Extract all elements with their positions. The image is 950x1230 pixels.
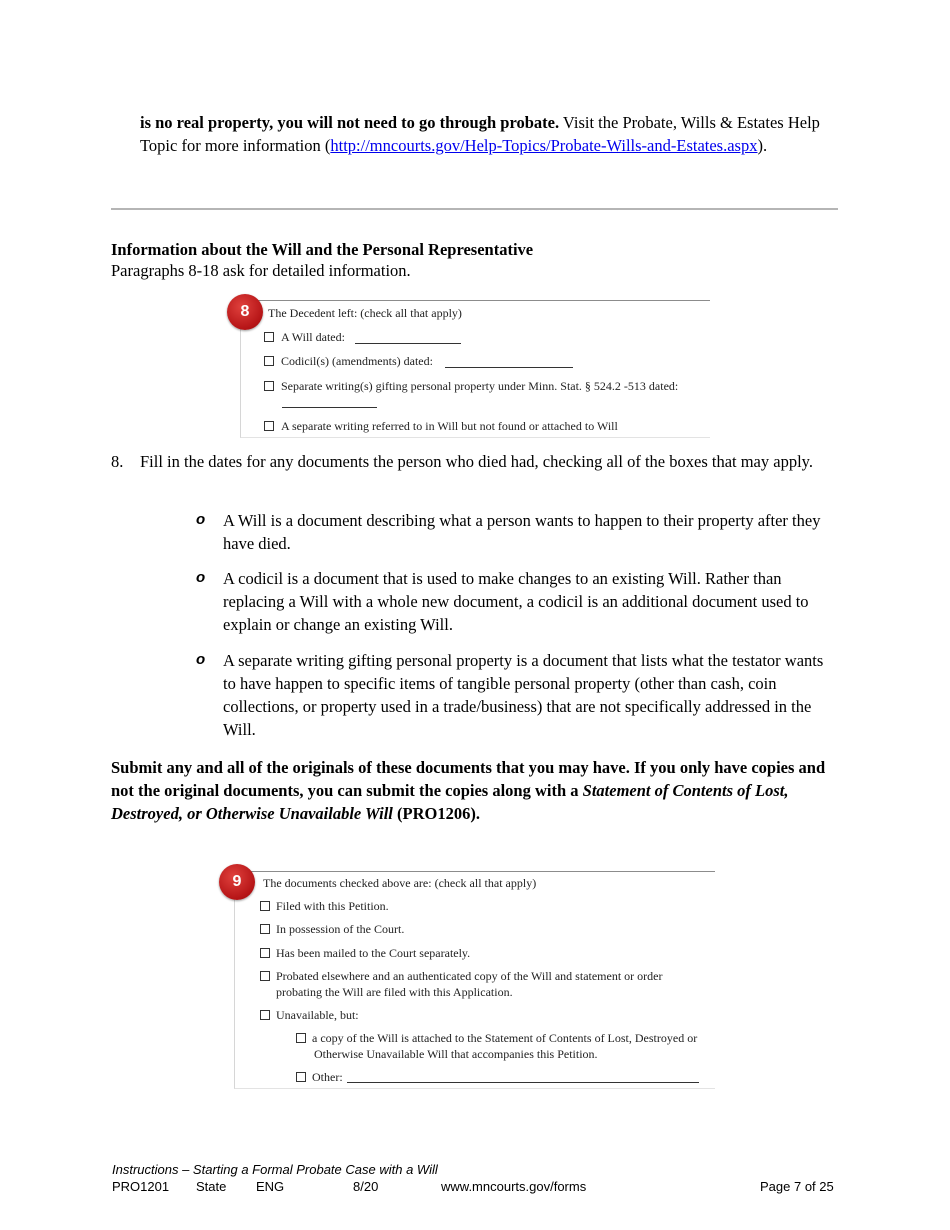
submit-italic-form-title: Statement of Contents of Lost, Destroyed, or Otherwise Unavailable Will [111,781,789,823]
writing-not-found-checkbox [264,421,274,431]
other-checkbox [296,1072,306,1082]
paragraph-9-badge: 9 [219,864,255,900]
item-8-text: Fill in the dates for any documents the person who died had, checking all of the boxes that may apply. [140,452,813,471]
codicil-date-blank [445,367,573,368]
bullet-separate-writing: A separate writing gifting personal property is a document that lists what the testator wants to have happen to specific items of tangible personal property (other than cash, coin collections, or property used in a trade/business) that are not specifically addressed in the Will. [223,651,824,739]
form8-will-dated: A Will dated: [281,330,345,344]
form8-codicil-dated: Codicil(s) (amendments) dated: [281,354,433,368]
form8-writing-not-found: A separate writing referred to in Will but not found or attached to Will [281,419,618,433]
separate-writing-checkbox [264,381,274,391]
form8-title: The Decedent left: (check all that apply) [268,306,462,320]
bullet-icon: o [196,511,206,528]
will-date-blank [355,343,461,344]
footer-form-id: PRO1201 [112,1179,170,1194]
form9-filed: Filed with this Petition. [276,899,389,913]
intro-bold: is no real property, you will not need to go through probate. [140,113,560,132]
footer-state: State [196,1179,227,1194]
form9-title: The documents checked above are: (check all that apply) [263,876,537,890]
footer-title: Instructions – Starting a Formal Probate Case with a Will [112,1162,438,1177]
form8-separate-writing: Separate writing(s) gifting personal property under Minn. Stat. § 524.2 -513 dated: [281,379,679,393]
help-topic-link[interactable]: http://mncourts.gov/Help-Topics/Probate-Wills-and-Estates.aspx [330,136,758,155]
footer-page-number: Page 7 of 25 [760,1179,834,1194]
bullet-will: A Will is a document describing what a person wants to happen to their property after they have died. [223,511,821,553]
probated-elsewhere-checkbox [260,971,270,981]
mailed-checkbox [260,948,270,958]
intro-paragraph [140,111,820,157]
other-blank [347,1082,699,1083]
section-subtext: Paragraphs 8-18 ask for detailed information. [111,261,411,280]
intro-text-end: ). [757,136,768,155]
form9-other: Other: [312,1070,343,1084]
footer-url: www.mncourts.gov/forms [441,1179,587,1194]
submit-paragraph [111,756,833,825]
court-possession-checkbox [260,924,270,934]
form9-probated-elsewhere-cont: probating the Will are filed with this Application. [276,985,513,999]
will-checkbox [264,332,274,342]
footer-date: 8/20 [353,1179,379,1194]
filed-checkbox [260,901,270,911]
form9-probated-elsewhere: Probated elsewhere and an authenticated copy of the Will and statement or order [276,969,663,983]
bullet-icon: o [196,651,206,668]
form9-mailed: Has been mailed to the Court separately. [276,946,471,960]
form9-copy-attached-cont: Otherwise Unavailable Will that accompanies this Petition. [314,1047,598,1061]
section-divider [111,208,838,210]
paragraph-8-badge: 8 [227,294,263,330]
form9-copy-attached: a copy of the Will is attached to the Statement of Contents of Lost, Destroyed or [312,1031,698,1045]
copy-attached-checkbox [296,1033,306,1043]
intro-text: Visit the Probate, Wills & Estates Help Topic for more information ( [140,113,820,155]
section-heading: Information about the Will and the Personal Representative [111,240,534,259]
form9-court-possession: In possession of the Court. [276,922,405,936]
form9-unavailable: Unavailable, but: [276,1008,359,1022]
bullet-icon: o [196,569,206,586]
bullet-codicil: A codicil is a document that is used to make changes to an existing Will. Rather than replacing a Will with a whole new document, a codicil is an additional document used to explain or change an existing Will. [223,569,809,634]
submit-form-number: (PRO1206). [392,804,480,823]
item-8-number: 8. [111,452,124,471]
unavailable-checkbox [260,1010,270,1020]
footer-language: ENG [256,1179,285,1194]
submit-bold: Submit any and all of the originals of these documents that you may have. If you only have copies and not the original documents, you can submit the copies along with a [111,758,826,800]
separate-writing-date-blank [282,407,377,408]
codicil-checkbox [264,356,274,366]
